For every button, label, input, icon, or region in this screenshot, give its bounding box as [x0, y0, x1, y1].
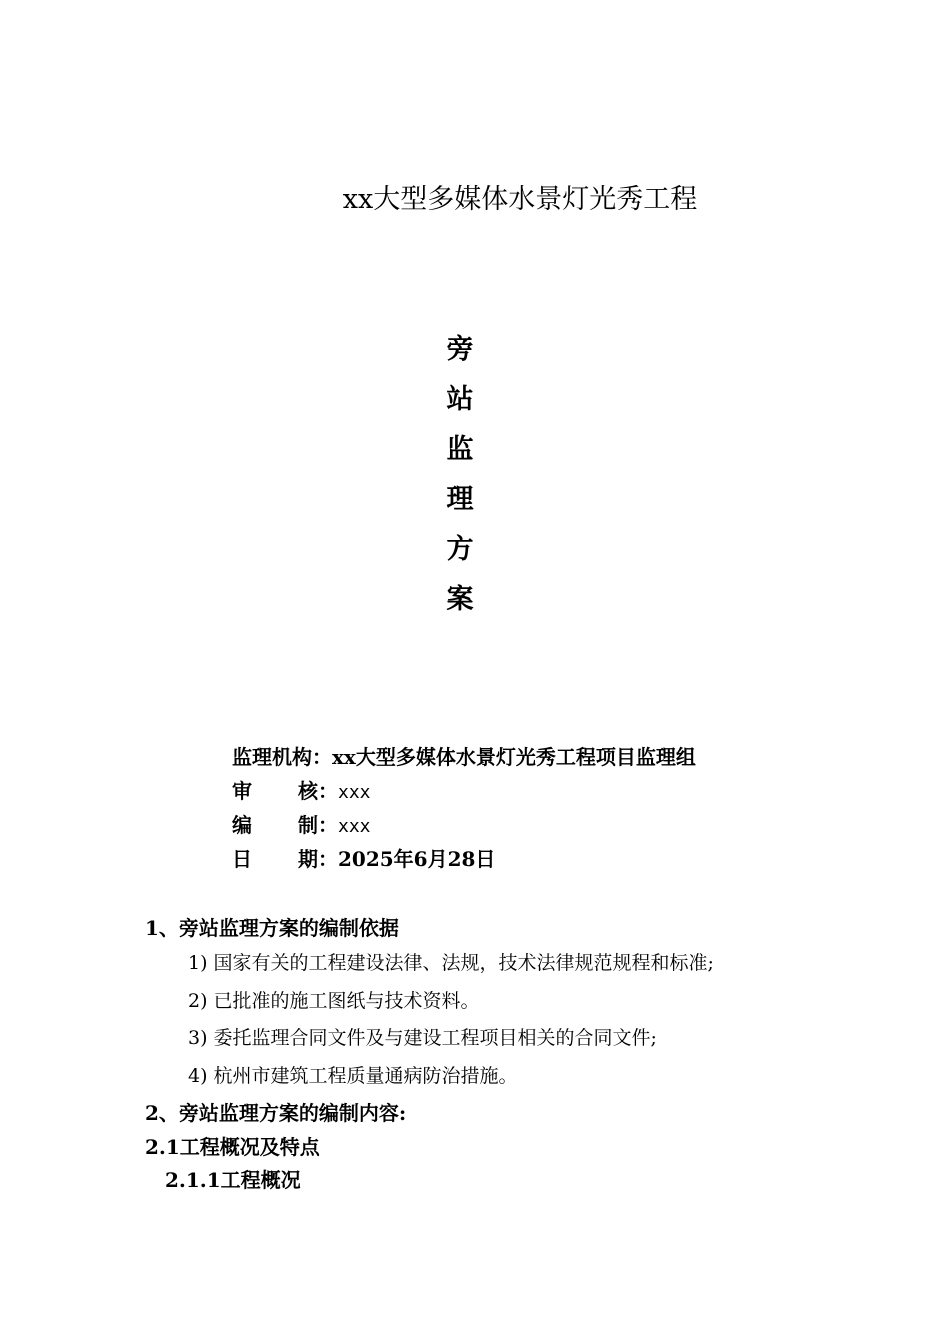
info-date-label-a: 日: [232, 847, 252, 871]
info-review-row: [232, 774, 371, 808]
list-item: 4) 杭州市建筑工程质量通病防治措施。: [188, 1065, 518, 1087]
vertical-title-char: 理: [446, 484, 474, 515]
info-compile-value: xxx: [338, 816, 371, 837]
vertical-title: [440, 325, 480, 625]
info-colon: ：: [312, 745, 332, 769]
info-org-value: xx大型多媒体水景灯光秀工程项目监理组: [332, 745, 696, 769]
info-date-label-b: 期: [298, 847, 318, 871]
info-org-label: 监理机构: [232, 745, 312, 769]
list-item: 3) 委托监理合同文件及与建设工程项目相关的合同文件;: [188, 1027, 657, 1049]
vertical-title-char: 监: [446, 434, 474, 465]
info-colon: ：: [318, 779, 338, 803]
info-review-value: xxx: [338, 782, 371, 803]
info-org-row: [232, 740, 696, 774]
info-colon: ：: [318, 813, 338, 837]
info-compile-label-b: 制: [298, 813, 318, 837]
info-compile-row: [232, 808, 371, 842]
vertical-title-char: 站: [446, 384, 474, 415]
list-item: 1) 国家有关的工程建设法律、法规，技术法律规范规程和标准;: [188, 952, 714, 974]
section2-sub-heading: 2.1工程概况及特点: [145, 1135, 320, 1159]
vertical-title-char: 案: [446, 584, 474, 615]
document-title: xx大型多媒体水景灯光秀工程: [342, 184, 698, 215]
vertical-title-char: 旁: [446, 334, 474, 365]
vertical-title-char: 方: [446, 534, 474, 565]
info-colon: ：: [318, 847, 338, 871]
list-item: 2) 已批准的施工图纸与技术资料。: [188, 990, 480, 1012]
info-review-label-a: 审: [232, 779, 252, 803]
section1-heading: 1、旁站监理方案的编制依据: [145, 916, 399, 940]
info-date-row: [232, 842, 495, 876]
info-date-value: 2025年6月28日: [338, 847, 496, 871]
info-review-label-b: 核: [298, 779, 318, 803]
info-compile-label-a: 编: [232, 813, 252, 837]
section2-sub-sub-heading: 2.1.1工程概况: [165, 1168, 301, 1192]
section2-heading: 2、旁站监理方案的编制内容:: [145, 1101, 407, 1125]
